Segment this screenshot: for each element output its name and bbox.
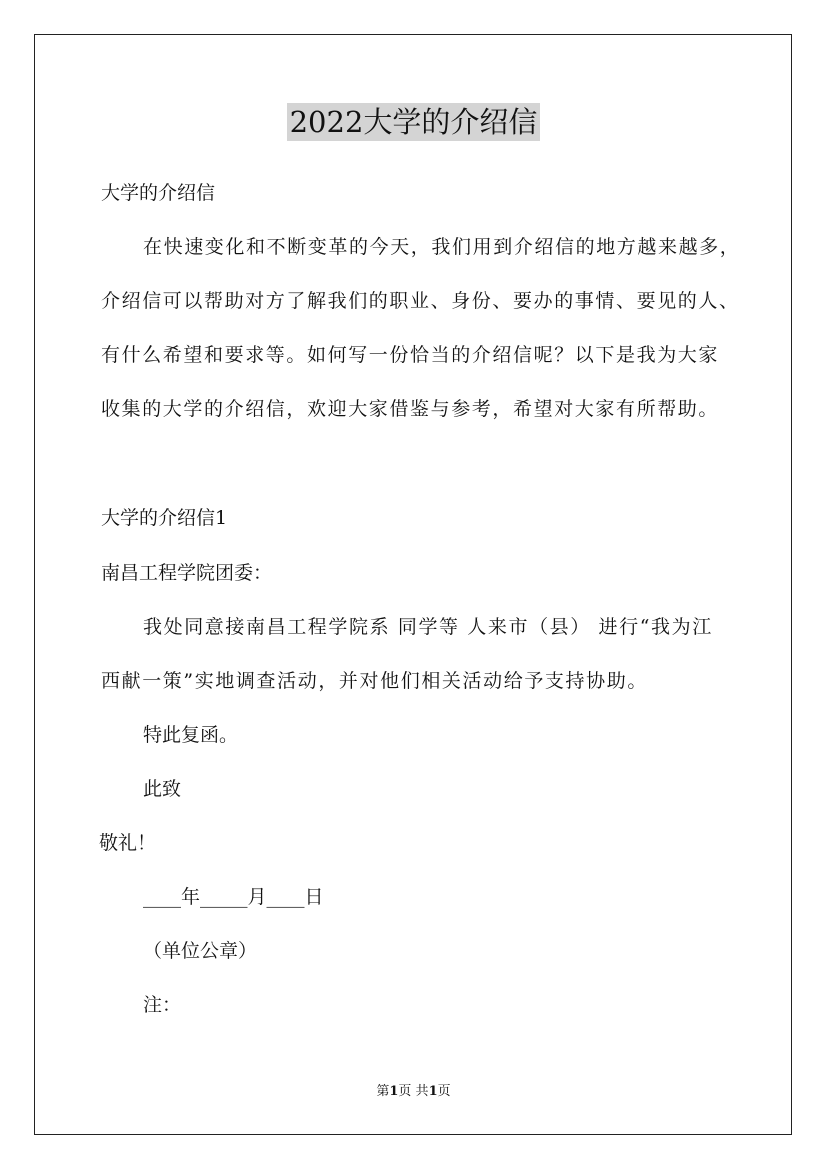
intro-line-2: 介绍信可以帮助对方了解我们的职业、身份、要办的事情、要见的人、 <box>101 290 740 312</box>
letter-line-1: 我处同意接南昌工程学院系 同学等 人来市（县） 进行“我为江 <box>143 616 713 638</box>
footer-page-suffix: 页 <box>437 1084 451 1099</box>
intro-line-1: 在快速变化和不断变革的今天，我们用到介绍信的地方越来越多， <box>143 236 741 258</box>
seal-placeholder: （单位公章） <box>143 940 258 962</box>
footer-page-mid: 页 共 <box>398 1084 429 1099</box>
closing-regards: 敬礼！ <box>99 832 157 854</box>
letter-recipient: 南昌工程学院团委： <box>101 562 273 584</box>
footer-page-prefix: 第 <box>376 1084 390 1099</box>
heading-intro: 大学的介绍信 <box>101 182 216 204</box>
letter-line-2: 西献一策”实地调查活动，并对他们相关活动给予支持协助。 <box>101 670 648 692</box>
intro-line-4: 收集的大学的介绍信，欢迎大家借鉴与参考，希望对大家有所帮助。 <box>101 398 720 420</box>
page-footer <box>0 1084 827 1100</box>
closing-special: 特此复函。 <box>143 724 239 746</box>
document-title: 2022大学的介绍信 <box>287 103 541 141</box>
note-label: 注： <box>143 994 182 1016</box>
closing-zhi: 此致 <box>143 778 182 800</box>
footer-page-total: 1 <box>428 1084 438 1099</box>
heading-letter-1: 大学的介绍信1 <box>101 507 228 529</box>
date-line: ____年_____月____日 <box>143 886 324 908</box>
title-wrap <box>0 103 827 141</box>
intro-line-3: 有什么希望和要求等。如何写一份恰当的介绍信呢？以下是我为大家 <box>101 344 720 366</box>
footer-page-current: 1 <box>389 1084 399 1099</box>
